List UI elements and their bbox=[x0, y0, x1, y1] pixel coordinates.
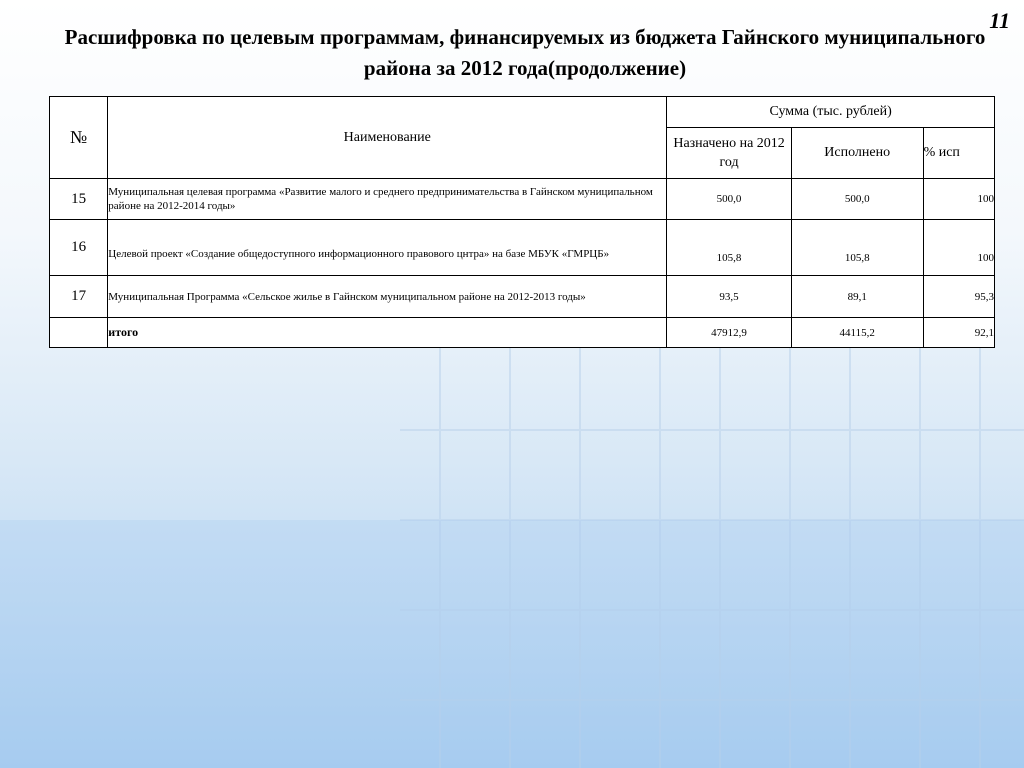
table-total-row bbox=[50, 318, 995, 348]
table-row bbox=[50, 179, 995, 220]
total-executed: 44115,2 bbox=[791, 318, 923, 348]
row-percent: 100 bbox=[923, 179, 994, 220]
row-executed: 89,1 bbox=[791, 276, 923, 318]
row-num: 17 bbox=[50, 276, 108, 318]
row-name: Муниципальная Программа «Сельское жилье в Гайнском муниципальном районе на 2012-2013 годы» bbox=[108, 276, 667, 318]
total-label: итого bbox=[108, 318, 667, 348]
total-percent: 92,1 bbox=[923, 318, 994, 348]
row-executed: 500,0 bbox=[791, 179, 923, 220]
row-num: 16 bbox=[50, 220, 108, 276]
total-num-empty bbox=[50, 318, 108, 348]
total-planned: 47912,9 bbox=[667, 318, 792, 348]
row-executed: 105,8 bbox=[791, 220, 923, 276]
programs-table bbox=[49, 96, 995, 348]
table-header-row bbox=[50, 97, 995, 128]
header-name: Наименование bbox=[108, 97, 667, 179]
header-percent: % исп bbox=[923, 128, 994, 179]
header-planned: Назначено на 2012 год bbox=[667, 128, 792, 179]
row-planned: 93,5 bbox=[667, 276, 792, 318]
row-percent: 100 bbox=[923, 220, 994, 276]
slide-number: 11 bbox=[989, 8, 1010, 33]
row-planned: 105,8 bbox=[667, 220, 792, 276]
table-row bbox=[50, 220, 995, 276]
row-planned: 500,0 bbox=[667, 179, 792, 220]
row-percent: 95,3 bbox=[923, 276, 994, 318]
header-num: № bbox=[50, 97, 108, 179]
row-name: Целевой проект «Создание общедоступного информационного правового цнтра» на базе МБУК «ГМРЦБ» bbox=[108, 220, 667, 276]
slide-title: Расшифровка по целевым программам, финансируемых из бюджета Гайнского муниципального района за 2012 года(продолжение) bbox=[64, 25, 986, 80]
row-num: 15 bbox=[50, 179, 108, 220]
table-row bbox=[50, 276, 995, 318]
row-name: Муниципальная целевая программа «Развитие малого и среднего предпринимательства в Гайнском муниципальном районе на 2012-2014 годы» bbox=[108, 179, 667, 220]
header-sum-group: Сумма (тыс. рублей) bbox=[667, 97, 995, 128]
header-executed: Исполнено bbox=[791, 128, 923, 179]
